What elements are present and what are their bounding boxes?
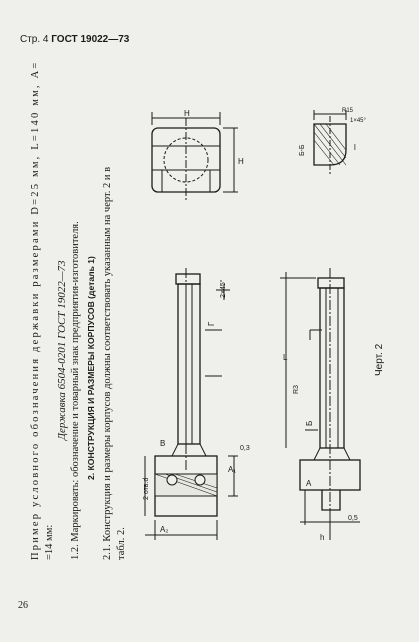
label-angle: 2×45° — [220, 279, 227, 298]
label-r15: R15 — [342, 108, 354, 114]
label-A2: A₂ — [160, 525, 169, 534]
long-view — [280, 268, 360, 540]
end-view — [152, 112, 238, 200]
section-bb — [314, 110, 346, 176]
label-h-top: H — [184, 109, 190, 118]
text-item21b: табл. 2. — [116, 527, 127, 560]
header-page: Стр. 4 — [20, 34, 49, 45]
label-r-b: 0,5 — [348, 515, 358, 522]
label-gamma: Г — [207, 321, 216, 326]
page-number: 26 — [18, 600, 28, 611]
text-line2: =14 мм: — [44, 524, 55, 560]
label-A: A — [306, 479, 312, 488]
label-A1: A₁ — [228, 465, 237, 474]
section-title: 2. КОНСТРУКЦИЯ И РАЗМЕРЫ КОРПУСОВ (деталь 1) — [86, 256, 96, 480]
label-b-mark: Б — [305, 420, 314, 426]
label-h: h — [320, 533, 325, 542]
side-view — [145, 268, 238, 540]
label-B: B — [160, 439, 166, 448]
label-l-small: l — [354, 143, 356, 152]
label-L: L — [283, 353, 288, 362]
figure-caption: Черт. 2 — [374, 343, 385, 376]
label-d: 2 отв.d — [143, 477, 150, 500]
designation: Державка 6504-0201 ГОСТ 19022—73 — [56, 260, 68, 440]
label-h-side: H — [238, 157, 244, 166]
label-chamfer: 1×45° — [350, 118, 366, 124]
label-r3: R3 — [293, 385, 300, 394]
label-r-a: 0,3 — [240, 445, 250, 452]
text-line1: Пример условного обозначения державки размерами D=25 мм, L=140 мм, A= — [30, 60, 41, 560]
label-bb: Б-Б — [299, 144, 306, 156]
header-standard: ГОСТ 19022—73 — [51, 34, 130, 45]
text-item12: 1.2. Маркировать: обозначение и товарный знак предприятия-изготовителя. — [70, 221, 81, 560]
text-item21a: 2.1. Конструкция и размеры корпусов должны соответствовать указанным на черт. 2 и в — [102, 166, 113, 560]
